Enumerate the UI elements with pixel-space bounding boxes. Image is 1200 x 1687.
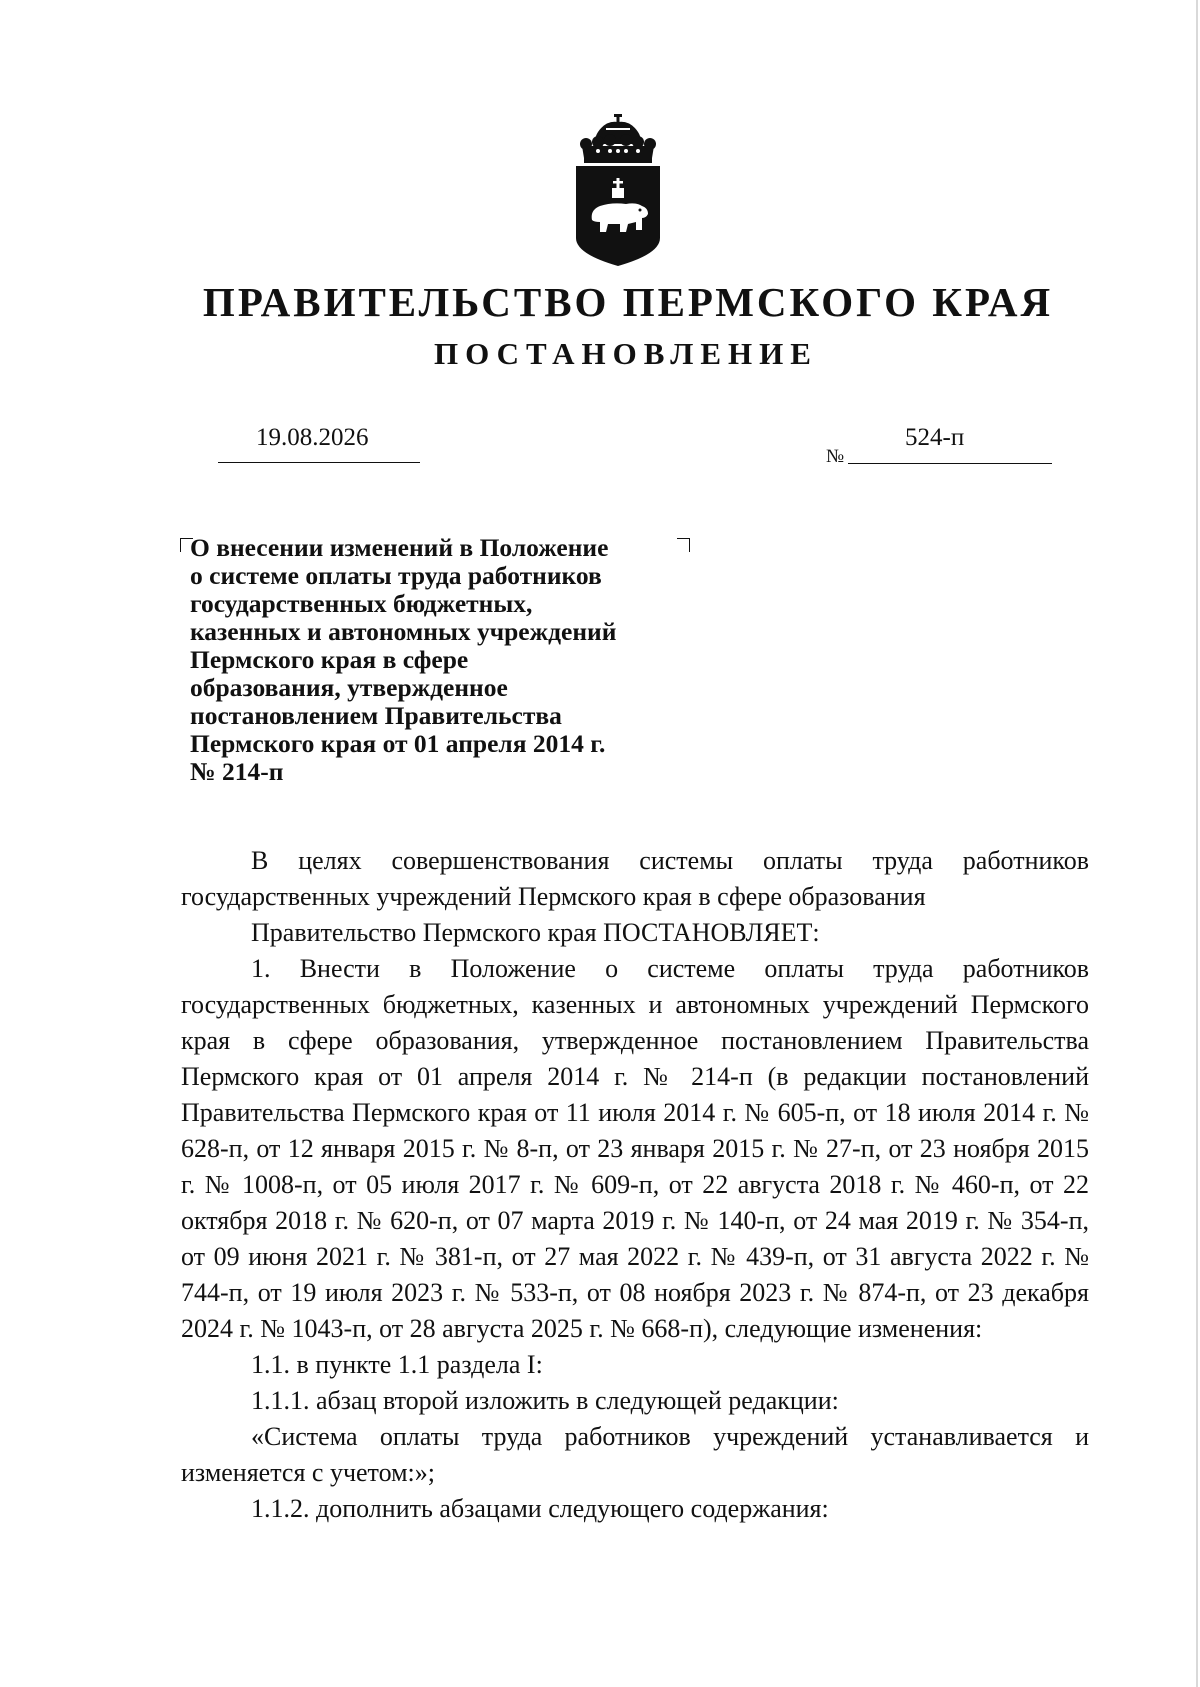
body-paragraph: Правительство Пермского края ПОСТАНОВЛЯЕТ:: [251, 918, 820, 947]
body-paragraph: В целях совершенствования системы оплаты труда работников государственных учреждений Пермского края в сфере образования: [181, 846, 1089, 911]
body-paragraph: 1.1.1. абзац второй изложить в следующей редакции:: [251, 1386, 839, 1415]
subject-line: Пермского края в сфере: [190, 645, 469, 674]
government-name: ПРАВИТЕЛЬСТВО ПЕРМСКОГО КРАЯ: [202, 279, 1054, 325]
subject-line: № 214-п: [190, 757, 284, 786]
scan-edge: [1196, 0, 1198, 1687]
body-paragraph: «Система оплаты труда работников учреждений устанавливается и изменяется с учетом:»;: [181, 1422, 1089, 1487]
subject-line: постановлением Правительства: [190, 701, 562, 730]
subject-line: о системе оплаты труда работников: [190, 561, 602, 590]
document-type: ПОСТАНОВЛЕНИЕ: [434, 336, 818, 371]
body-paragraph: 1.1. в пункте 1.1 раздела I:: [251, 1350, 543, 1379]
subject-line: казенных и автономных учреждений: [190, 617, 617, 646]
perm-krai-coat-of-arms-icon: [572, 114, 664, 266]
document-body: [181, 843, 1089, 1527]
body-paragraph: 1. Внести в Положение о системе оплаты труда работников государственных бюджетных, казенных и автономных учреждений Пермского края в сфере образования, утвержденное постановлением Правительства Пермского края от 01 апреля 2014 г. № 214-п (в редакции постановлений Правительства Пермского края от 11 июля 2014 г. № 605-п, от 18 июля 2014 г. № 628-п, от 12 января 2015 г. № 8-п, от 23 января 2015 г. № 27-п, от 23 ноября 2015 г. № 1008-п, от 05 июля 2017 г. № 609-п, от 22 августа 2018 г. № 460-п, от 22 октября 2018 г. № 620-п, от 07 марта 2019 г. № 140-п, от 24 мая 2019 г. № 354-п, от 09 июня 2021 г. № 381-п, от 27 мая 2022 г. № 439-п, от 31 августа 2022 г. № 744-п, от 19 июля 2023 г. № 533-п, от 08 ноября 2023 г. № 874-п, от 23 декабря 2024 г. № 1043-п, от 28 августа 2025 г. № 668-п), следующие изменения:: [181, 954, 1089, 1343]
date-underline: [218, 462, 420, 463]
subject-line: образования, утвержденное: [190, 673, 508, 702]
document-date: 19.08.2026: [256, 424, 369, 451]
document-number: 524-п: [905, 424, 965, 451]
body-paragraph: 1.1.2. дополнить абзацами следующего содержания:: [251, 1494, 829, 1523]
subject-line: государственных бюджетных,: [190, 589, 533, 618]
subject-line: О внесении изменений в Положение: [190, 533, 609, 562]
number-underline: [848, 463, 1052, 464]
subject-line: Пермского края от 01 апреля 2014 г.: [190, 729, 606, 758]
number-sign: №: [826, 446, 845, 467]
document-subject: [190, 534, 690, 786]
